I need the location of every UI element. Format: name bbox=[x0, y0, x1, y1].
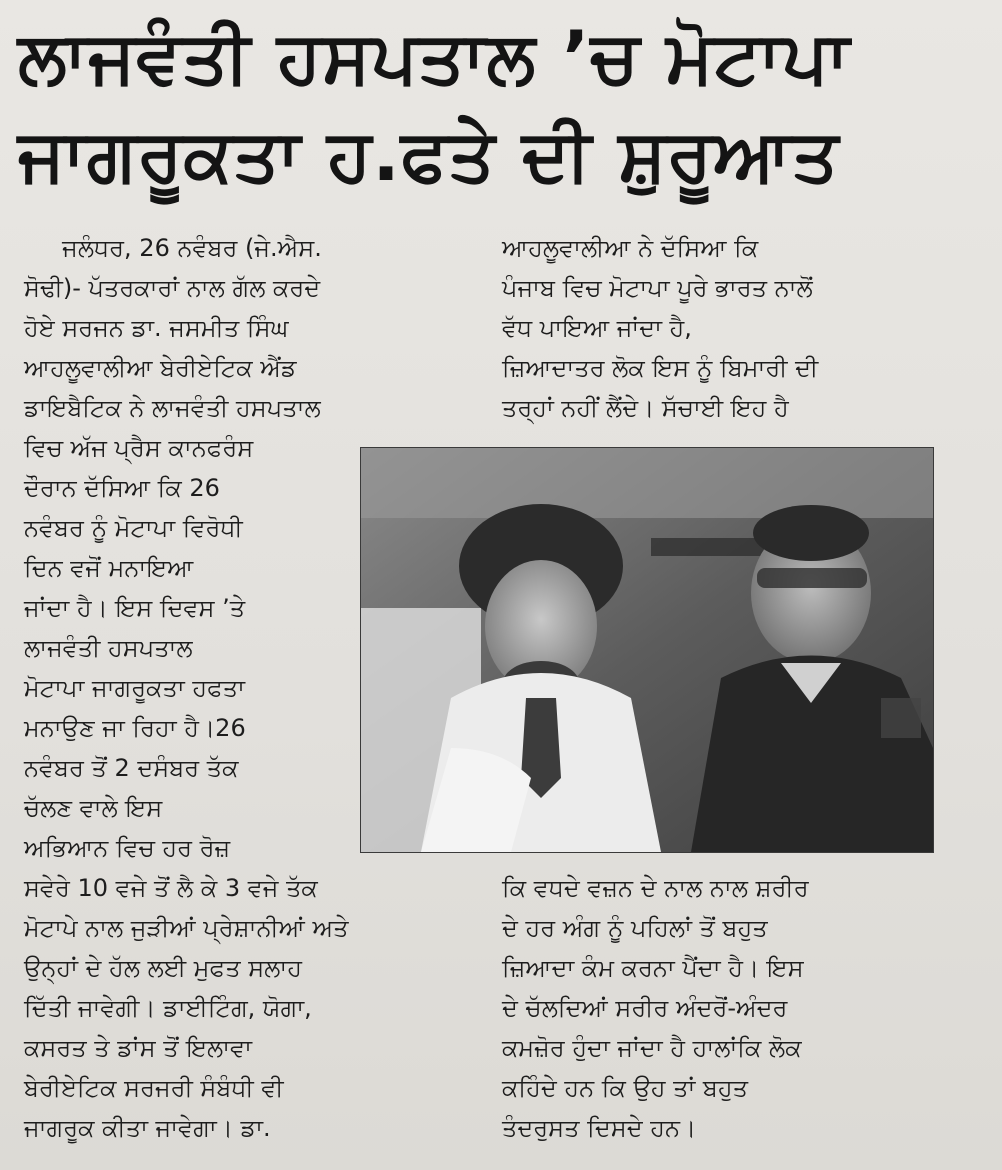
article-column-right-top: ਆਹਲੂਵਾਲੀਆ ਨੇ ਦੱਸਿਆ ਕਿ ਪੰਜਾਬ ਵਿਚ ਮੋਟਾਪਾ ਪੂਰੇ ਭਾਰਤ ਨਾਲੋਂ ਵੱਧ ਪਾਇਆ ਜਾਂਦਾ ਹੈ, ਜ਼ਿਆਦਾਤਰ ਲੋਕ ਇਸ ਨੂੰ ਬਿਮਾਰੀ ਦੀ ਤਰ੍ਹਾਂ ਨਹੀਂ ਲੈਂਦੇ। ਸੱਚਾਈ ਇਹ ਹੈ bbox=[502, 234, 819, 422]
news-photo bbox=[360, 447, 934, 853]
article-column-right-bottom: ਕਿ ਵਧਦੇ ਵਜ਼ਨ ਦੇ ਨਾਲ ਨਾਲ ਸ਼ਰੀਰ ਦੇ ਹਰ ਅੰਗ ਨੂੰ ਪਹਿਲਾਂ ਤੋਂ ਬਹੁਤ ਜ਼ਿਆਦਾ ਕੰਮ ਕਰਨਾ ਪੈਂਦਾ ਹੈ। ਇਸ ਦੇ ਚੱਲਦਿਆਂ ਸਰੀਰ ਅੰਦਰੋਂ-ਅੰਦਰ ਕਮਜ਼ੋਰ ਹੁੰਦਾ ਜਾਂਦਾ ਹੈ ਹਾਲਾਂਕਿ ਲੋਕ ਕਹਿੰਦੇ ਹਨ ਕਿ ਉਹ ਤਾਂ ਬਹੁਤ ਤੰਦਰੁਸਤ ਦਿਸਦੇ ਹਨ। bbox=[502, 874, 809, 1142]
article-column-left-top: ਜਲੰਧਰ, 26 ਨਵੰਬਰ (ਜੇ.ਐਸ. ਸੋਢੀ)- ਪੱਤਰਕਾਰਾਂ ਨਾਲ ਗੱਲ ਕਰਦੇ ਹੋਏ ਸਰਜਨ ਡਾ. ਜਸਮੀਤ ਸਿੰਘ ਆਹਲੂਵਾਲੀਆ ਬੇਰੀਏਟਿਕ ਐਂਡ ਡਾਇਬੈਟਿਕ ਨੇ ਲਾਜਵੰਤੀ ਹਸਪਤਾਲ bbox=[24, 234, 322, 422]
headline-line-2: ਜਾਗਰੂਕਤਾ ਹ.ਫਤੇ ਦੀ ਸ਼ੁਰੂਆਤ bbox=[18, 113, 840, 197]
headline-line-1: ਲਾਜਵੰਤੀ ਹਸਪਤਾਲ ’ਚ ਮੋਟਾਪਾ bbox=[18, 15, 851, 99]
photo-illustration bbox=[361, 448, 933, 852]
article-column-left-bottom: ਸਵੇਰੇ 10 ਵਜੇ ਤੋਂ ਲੈ ਕੇ 3 ਵਜੇ ਤੱਕ ਮੋਟਾਪੇ ਨਾਲ ਜੁੜੀਆਂ ਪ੍ਰੇਸ਼ਾਨੀਆਂ ਅਤੇ ਉਨ੍ਹਾਂ ਦੇ ਹੱਲ ਲਈ ਮੁਫਤ ਸਲਾਹ ਦਿੱਤੀ ਜਾਵੇਗੀ। ਡਾਈਟਿੰਗ, ਯੋਗਾ, ਕਸਰਤ ਤੇ ਡਾਂਸ ਤੋਂ ਇਲਾਵਾ ਬੇਰੀਏਟਿਕ ਸਰਜਰੀ ਸੰਬੰਧੀ ਵੀ ਜਾਗਰੂਕ ਕੀਤਾ ਜਾਵੇਗਾ। ਡਾ. bbox=[24, 874, 349, 1142]
article-column-left-middle: ਵਿਚ ਅੱਜ ਪ੍ਰੈਸ ਕਾਨਫਰੰਸ ਦੌਰਾਨ ਦੱਸਿਆ ਕਿ 26 ਨਵੰਬਰ ਨੂੰ ਮੋਟਾਪਾ ਵਿਰੋਧੀ ਦਿਨ ਵਜੋਂ ਮਨਾਇਆ ਜਾਂਦਾ ਹੈ। ਇਸ ਦਿਵਸ ’ਤੇ ਲਾਜਵੰਤੀ ਹਸਪਤਾਲ ਮੋਟਾਪਾ ਜਾਗਰੂਕਤਾ ਹਫਤਾ ਮਨਾਉਣ ਜਾ ਰਿਹਾ ਹੈ।26 ਨਵੰਬਰ ਤੋਂ 2 ਦਸੰਬਰ ਤੱਕ ਚੱਲਣ ਵਾਲੇ ਇਸ ਅਭਿਆਨ ਵਿਚ ਹਰ ਰੋਜ਼ bbox=[24, 434, 254, 862]
